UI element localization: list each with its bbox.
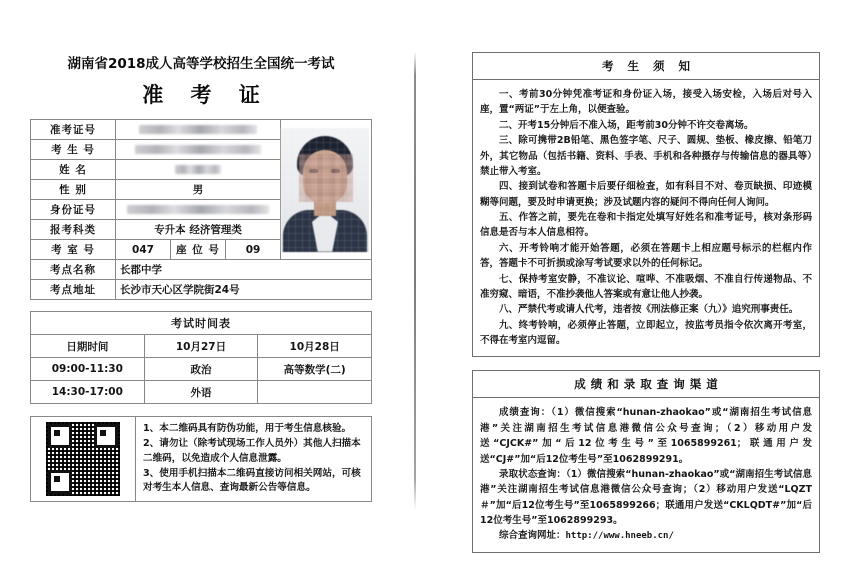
query-paragraph-admission: 录取状态查询：（1）微信搜索“hunan-zhaokao”或“湖南招生考试信息港”关注湖南招生考试信息港微信公众号查询；（2）移动用户发送“LQZT＃”加“后12位考生号”至1065899266；联通用户发送“CKLQDT#”加“后12位考生号”至1062899293。 <box>480 468 812 526</box>
row-value-site-address: 长沙市天心区学院街24号 <box>116 280 372 300</box>
redacted-value <box>139 125 257 134</box>
notice-item: 二、开考15分钟后不准入场，距考前30分钟不许交卷离场。 <box>499 119 754 131</box>
qr-note-2: 2、请勿让（除考试现场工作人员外）其他人扫描本二维码，以免造成个人信息泄露。 <box>143 437 361 464</box>
row-value-gender: 男 <box>116 180 281 200</box>
qr-code-icon <box>46 422 120 496</box>
row-value-room-number: 047 <box>116 240 171 260</box>
qr-notes <box>136 417 372 502</box>
notice-body <box>473 80 819 356</box>
schedule-slot-subject: 政治 <box>144 358 258 381</box>
query-website-url[interactable]: http://www.hneeb.cn/ <box>565 531 674 542</box>
row-value-site-name: 长郡中学 <box>116 260 372 280</box>
row-label-candidate-number: 考 生 号 <box>31 140 116 160</box>
table-row <box>31 280 372 300</box>
notice-item: 九、终考铃响，必须停止答题，立即起立，按监考员指令依次离开考室，不得在考室内逗留。 <box>480 319 812 346</box>
qr-note-3: 3、使用手机扫描本二维码直接访问相关网站，可核对考生本人信息、查询最新公告等信息。 <box>143 467 361 494</box>
notice-item: 六、开考铃响才能开始答题，必须在答题卡上相应题号标示的栏框内作答，答题卡不可折损或涂写考试要求以外的任何标记。 <box>480 242 812 270</box>
qr-table <box>30 416 372 502</box>
schedule-title: 考试时间表 <box>31 312 372 335</box>
row-value-candidate-number <box>116 140 281 160</box>
redacted-value <box>127 205 269 214</box>
table-row <box>31 120 372 140</box>
notice-title: 考 生 须 知 <box>473 53 819 80</box>
query-website-line <box>480 528 812 544</box>
candidate-info-table <box>30 119 372 300</box>
schedule-slot-subject: 外语 <box>144 381 258 404</box>
page-fold-divider <box>414 52 416 510</box>
row-label-name: 姓 名 <box>31 160 116 180</box>
schedule-header-day2: 10月28日 <box>258 335 372 358</box>
notice-item: 四、接到试卷和答题卡后要仔细检查，如有科目不对、卷页缺损、印迹模糊等问题，要及时申请更换；涉及试题内容的疑问不得向任何人询问。 <box>480 181 812 208</box>
avatar <box>281 128 369 252</box>
exam-schedule-section <box>30 311 372 404</box>
row-value-exam-category: 专升本 经济管理类 <box>116 220 281 240</box>
schedule-header-day1: 10月27日 <box>144 335 258 358</box>
row-value-seat-number: 09 <box>226 240 281 260</box>
admission-ticket-page <box>30 52 372 502</box>
row-label-site-address: 考点地址 <box>31 280 116 300</box>
candidate-photo-cell <box>281 120 372 260</box>
notice-item: 三、除可携带2B铅笔、黑色签字笔、尺子、圆规、垫板、橡皮擦、铅笔刀外，其它物品（包括书籍、资料、手表、手机和各种摄存与传输信息的器具等）禁止带入考室。 <box>480 135 812 177</box>
table-row <box>31 358 372 381</box>
page-title: 准 考 证 <box>142 83 270 107</box>
candidate-notice-panel <box>472 52 820 357</box>
schedule-slot-subject <box>258 381 372 404</box>
table-row <box>31 417 372 502</box>
schedule-slot-subject: 高等数学(二) <box>258 358 372 381</box>
qr-section <box>30 416 372 502</box>
instructions-page <box>472 52 820 553</box>
row-value-admission-number <box>116 120 281 140</box>
schedule-slot-time: 14:30-17:00 <box>31 381 145 404</box>
schedule-header-datetime: 日期时间 <box>31 335 145 358</box>
row-value-name <box>116 160 281 180</box>
notice-item: 一、考前30分钟凭准考证和身份证入场，接受入场安检，入场后对号入座，置“两证”于左上角，以便查验。 <box>480 89 812 116</box>
schedule-slot-time: 09:00-11:30 <box>31 358 145 381</box>
notice-item: 七、保持考室安静，不准议论、喧哗、不准吸烟、不准自行传递物品、不准穷窥、暗语，不准抄袭他人答案或有意让他人抄袭。 <box>480 273 812 300</box>
query-channels-panel <box>472 370 820 553</box>
notice-item: 八、严禁代考或请人代考，违者按《刑法修正案（九）》追究刑事责任。 <box>499 304 799 316</box>
qr-code-cell <box>31 417 136 502</box>
query-title: 成绩和录取查询渠道 <box>473 371 819 398</box>
row-value-id-number <box>116 200 281 220</box>
exam-schedule-table <box>30 311 372 404</box>
row-label-site-name: 考点名称 <box>31 260 116 280</box>
redacted-value <box>135 145 261 154</box>
row-label-seat-number: 座 位 号 <box>171 240 226 260</box>
table-row <box>31 335 372 358</box>
notice-item: 五、作答之前，要先在卷和卡指定处填写好姓名和准考证号，核对条形码信息是否与本人信息相符。 <box>480 212 812 239</box>
page-title-line: 湖南省2018成人高等学校招生全国统一考试 <box>67 56 335 72</box>
query-body <box>473 398 819 552</box>
row-label-id-number: 身份证号 <box>31 200 116 220</box>
table-row <box>31 381 372 404</box>
row-label-room-number: 考 室 号 <box>31 240 116 260</box>
table-row <box>31 260 372 280</box>
qr-note-1: 1、本二维码具有防伪功能，用于考生信息核验。 <box>143 423 352 434</box>
row-label-exam-category: 报考科类 <box>31 220 116 240</box>
query-website-label: 综合查询网址： <box>499 530 566 542</box>
query-paragraph-score: 成绩查询：（1）微信搜索“hunan-zhaokao”或“湖南招生考试信息港”关注湖南招生考试信息港微信公众号查询；（2）移动用户发送“CJCK#”加“后12位考生号”至1065899261；联通用户发送“CJ#”加“后12位考生号”至1062899291。 <box>480 407 812 465</box>
table-row <box>31 312 372 335</box>
redacted-value <box>175 165 221 174</box>
row-label-gender: 性 别 <box>31 180 116 200</box>
row-label-admission-number: 准考证号 <box>31 120 116 140</box>
